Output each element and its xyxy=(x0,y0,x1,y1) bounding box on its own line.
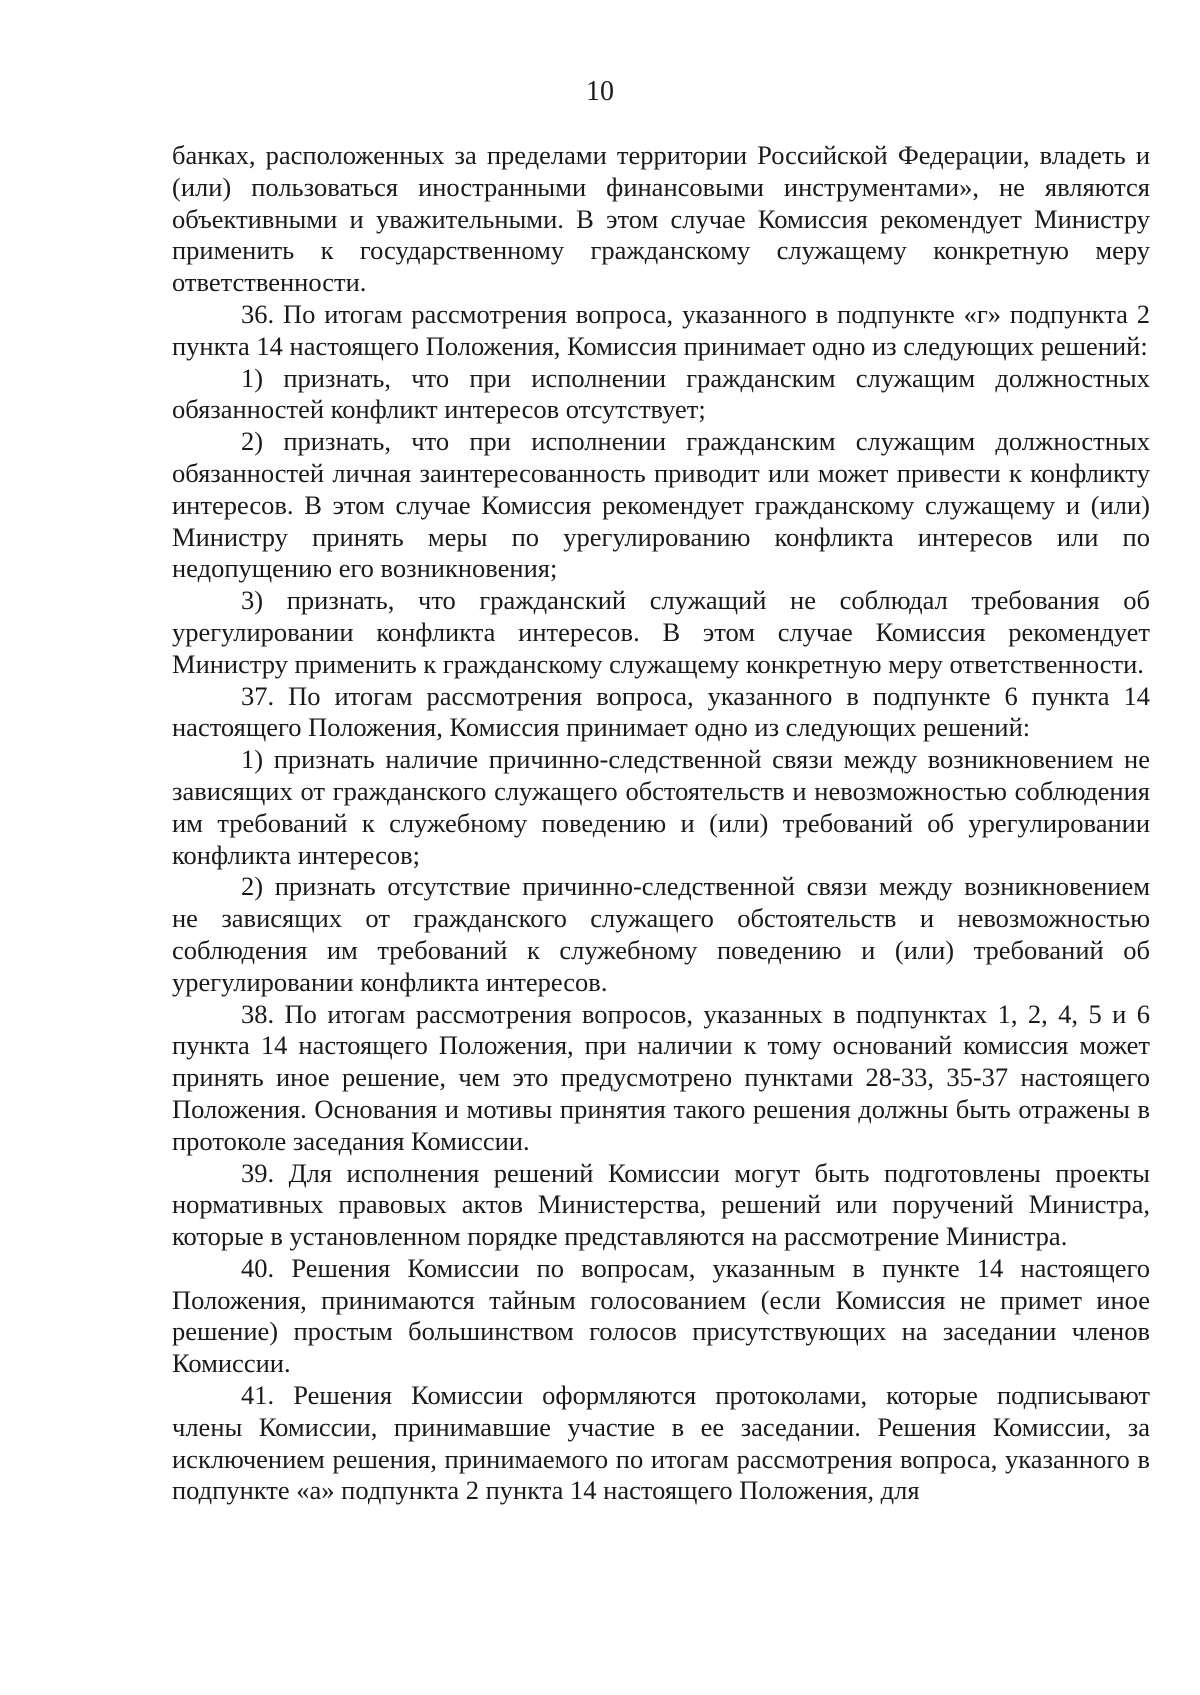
paragraph-38: 38. По итогам рассмотрения вопросов, указанных в подпунктах 1, 2, 4, 5 и 6 пункта 14 настоящего Положения, при наличии к тому оснований комиссия может принять иное решение, чем это предусмотрено пунктами 28-33, 35-37 настоящего Положения. Основания и мотивы принятия такого решения должны быть отражены в протоколе заседания Комиссии. xyxy=(172,998,1150,1156)
paragraph-41: 41. Решения Комиссии оформляются протоколами, которые подписывают члены Комиссии, принимавшие участие в ее заседании. Решения Комиссии, за исключением решения, принимаемого по итогам рассмотрения вопроса, указанного в подпункте «а» подпункта 2 пункта 14 настоящего Положения, для xyxy=(172,1380,1150,1506)
paragraph-36: 36. По итогам рассмотрения вопроса, указанного в подпункте «г» подпункта 2 пункта 14 настоящего Положения, Комиссия принимает одно из следующих решений: xyxy=(172,298,1150,361)
paragraph-37-item-1: 1) признать наличие причинно-следственной связи между возникновением не зависящих от гражданского служащего обстоятельств и невозможностью соблюдения им требований к служебному поведению и (или) требований об урегулировании конфликта интересов; xyxy=(172,744,1150,870)
paragraph-36-item-2: 2) признать, что при исполнении гражданским служащим должностных обязанностей личная заинтересованность приводит или может привести к конфликту интересов. В этом случае Комиссия рекомендует гражданскому служащему и (или) Министру принять меры по урегулированию конфликта интересов или по недопущению его возникновения; xyxy=(172,426,1150,584)
paragraph-37: 37. По итогам рассмотрения вопроса, указанного в подпункте 6 пункта 14 настоящего Положения, Комиссия принимает одно из следующих решений: xyxy=(172,680,1150,743)
paragraph-35-continuation: банках, расположенных за пределами территории Российской Федерации, владеть и (или) пользоваться иностранными финансовыми инструментами», не являются объективными и уважительными. В этом случае Комиссия рекомендует Министру применить к государственному гражданскому служащему конкретную меру ответственности. xyxy=(172,140,1150,298)
document-body xyxy=(172,140,1150,1507)
page-number: 10 xyxy=(586,76,614,107)
paragraph-37-item-2: 2) признать отсутствие причинно-следственной связи между возникновением не зависящих от гражданского служащего обстоятельств и невозможностью соблюдения им требований к служебному поведению и (или) требований об урегулировании конфликта интересов. xyxy=(172,871,1150,997)
paragraph-40: 40. Решения Комиссии по вопросам, указанным в пункте 14 настоящего Положения, принимаются тайным голосованием (если Комиссия не примет иное решение) простым большинством голосов присутствующих на заседании членов Комиссии. xyxy=(172,1252,1150,1379)
paragraph-36-item-1: 1) признать, что при исполнении гражданским служащим должностных обязанностей конфликт интересов отсутствует; xyxy=(172,362,1150,425)
paragraph-39: 39. Для исполнения решений Комиссии могут быть подготовлены проекты нормативных правовых актов Министерства, решений или поручений Министра, которые в установленном порядке представляются на рассмотрение Министра. xyxy=(172,1157,1150,1252)
paragraph-36-item-3: 3) признать, что гражданский служащий не соблюдал требования об урегулировании конфликта интересов. В этом случае Комиссия рекомендует Министру применить к гражданскому служащему конкретную меру ответственности. xyxy=(172,585,1150,679)
